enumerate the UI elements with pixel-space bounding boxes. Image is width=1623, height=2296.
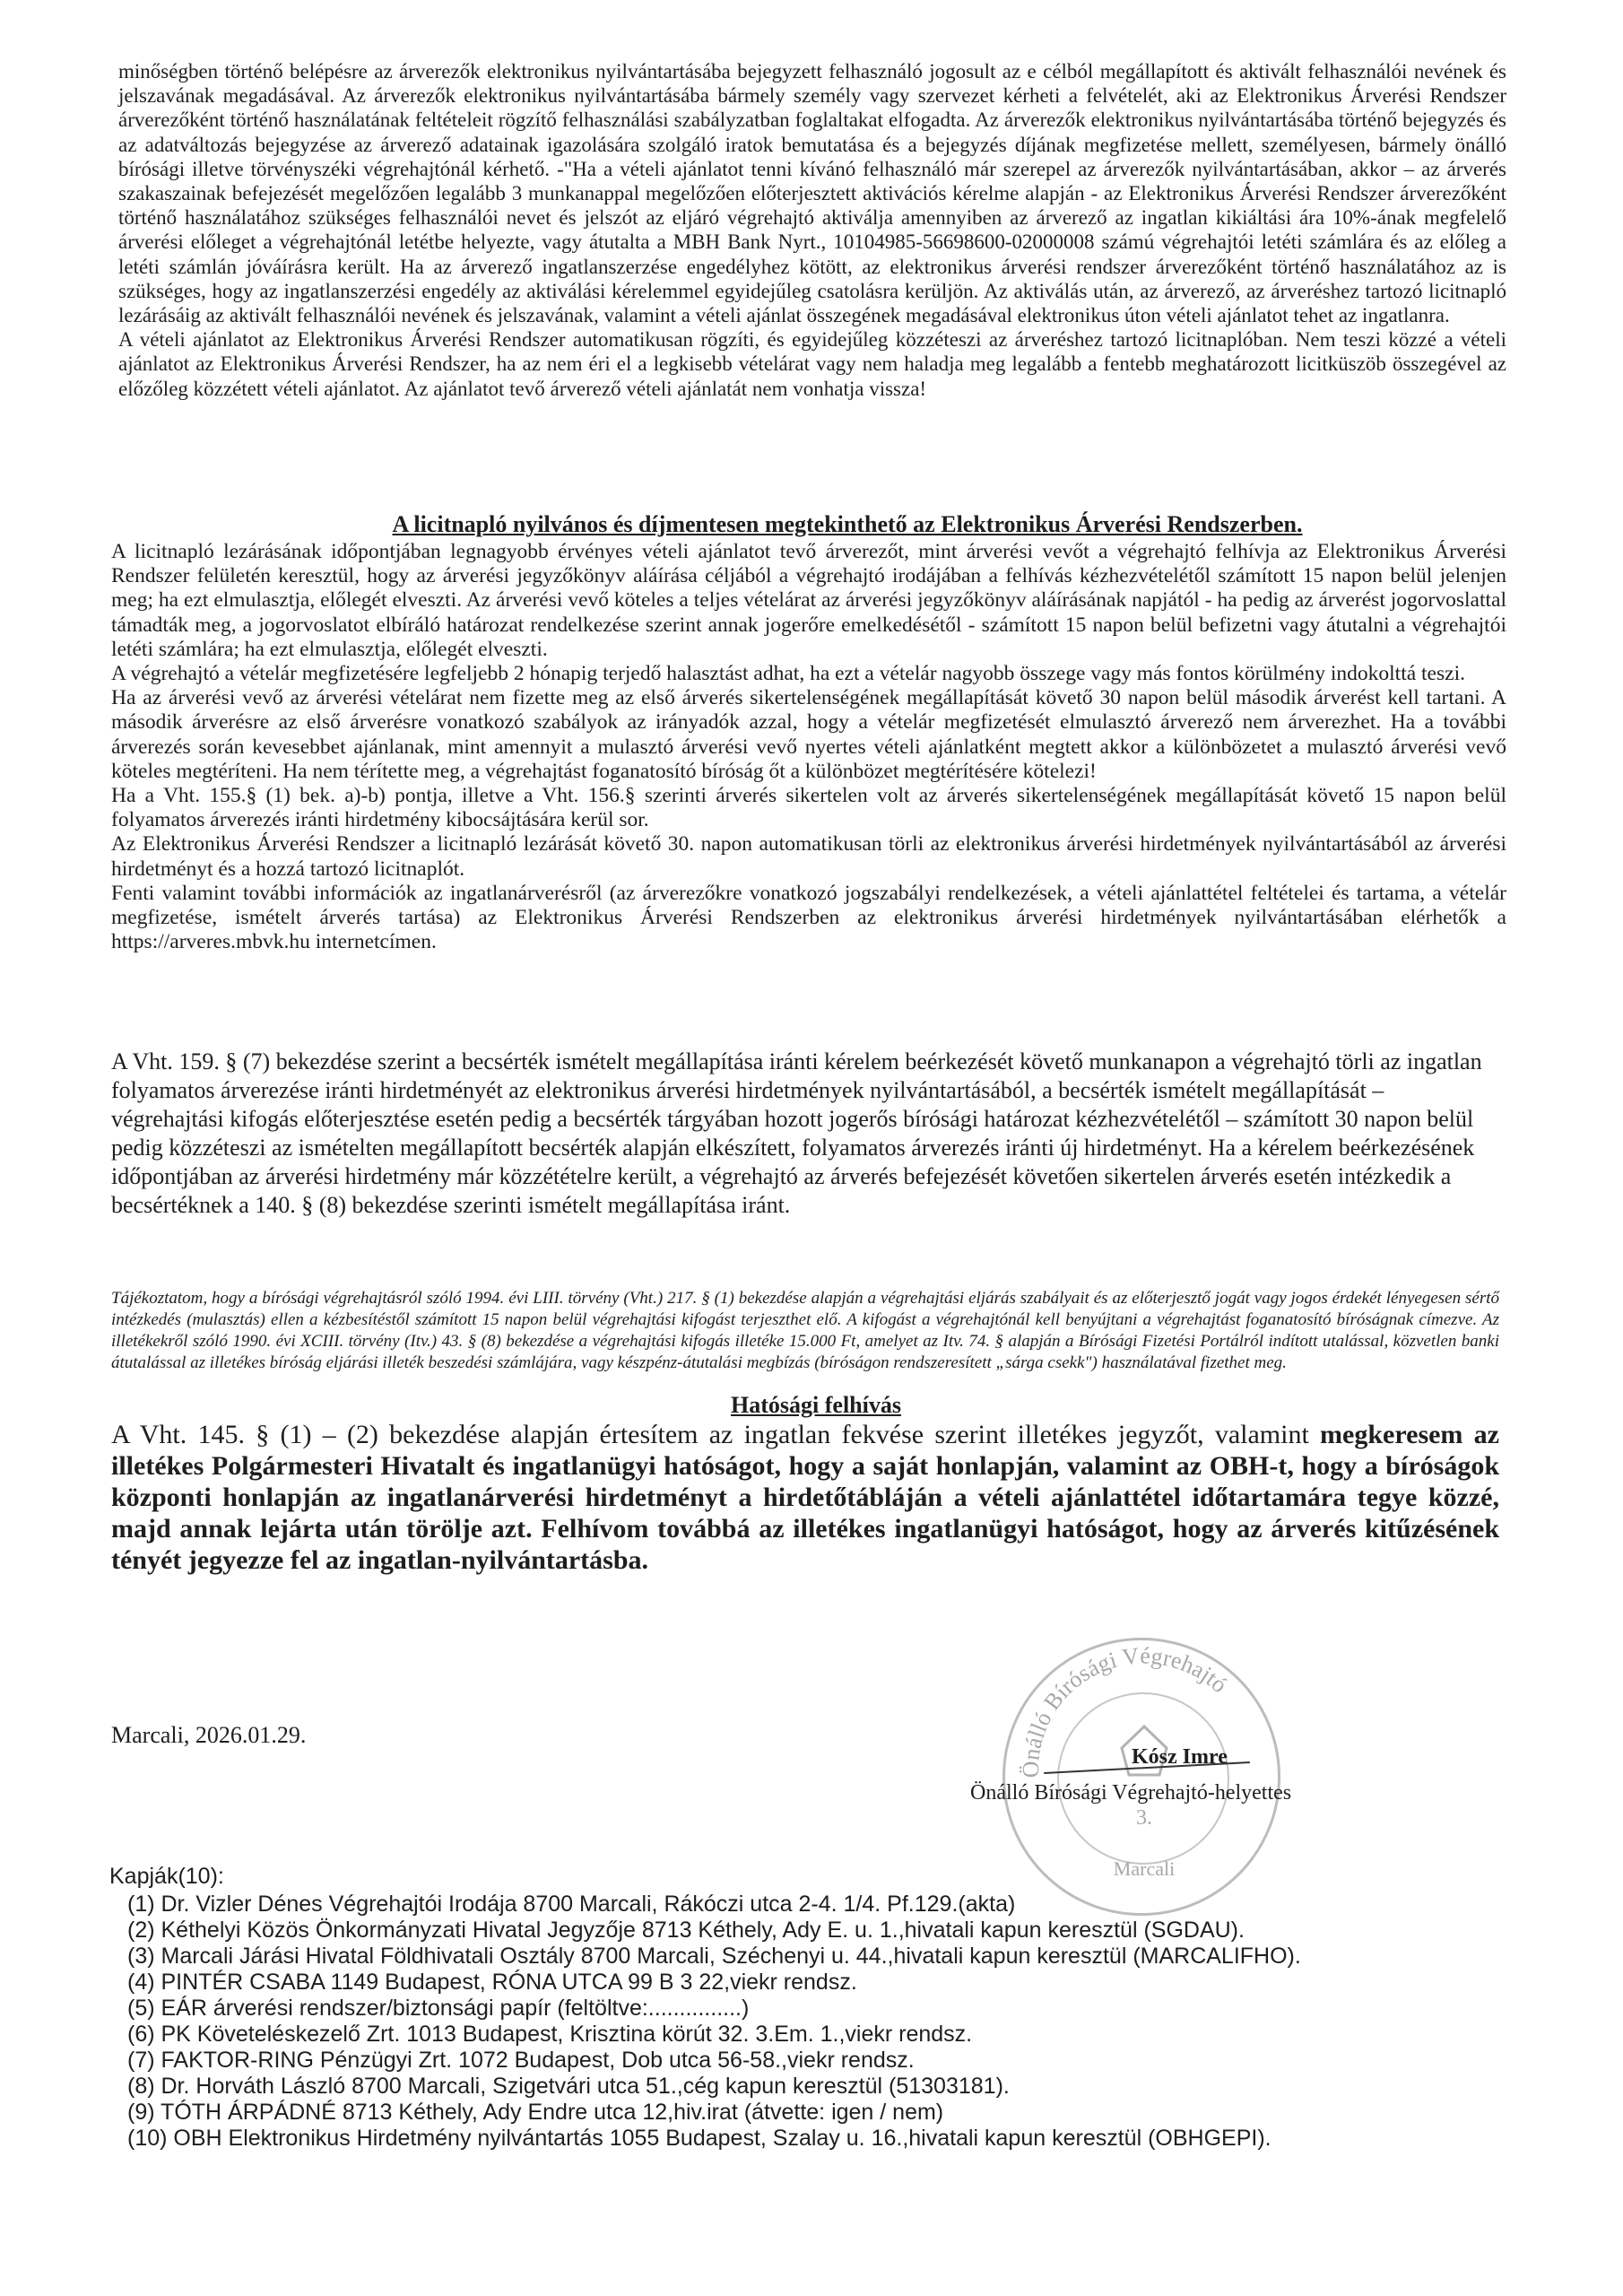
legal-remedy-notice: Tájékoztatom, hogy a bírósági végrehajtásról szóló 1994. évi LIII. törvény (Vht.) 217. § (1) bekezdése alapján a végrehajtási eljárás szabályait és az előterjesztő jogát vagy jogos érdekét lényegesen sértő intézkedés (mulasztás) ellen a kézbesítéstől számított 15 napon belül végrehajtási kifogást terjeszthet elő. A kifogást a végrehajtónál kell benyújtani a végrehajtást foganatosító bíróságnak címezve. Az illetékekről szóló 1990. évi XCIII. törvény (Itv.) 43. § (8) bekezdése a végrehajtási kifogás illetéke 15.000 Ft, amelyet az Itv. 74. § alapján a Bírósági Fizetési Portálról indított utalással, közvetlen banki átutalással az illetékes bíróság eljárási illeték beszedési számlájára, vagy készpénz-átutalási megbízás (bíróságon rendszeresített „sárga csekk") használatával fizethet meg. [111,1289,1499,1372]
recipient-item: (10) OBH Elektronikus Hirdetmény nyilvántartás 1055 Budapest, Szalay u. 16.,hivatali kapun keresztül (OBHGEPI). [127,2126,1271,2151]
recipient-item: (1) Dr. Vizler Dénes Végrehajtói Irodája 8700 Marcali, Rákóczi utca 2-4. 1/4. Pf.129.(akta) [127,1892,1016,1917]
stamp-outer-text: Önálló Bírósági Végrehajtó [1017,1642,1233,1779]
recipients-title: Kapják(10): [109,1864,224,1889]
document-date: Marcali, 2026.01.29. [111,1722,307,1748]
recipient-item: (9) TÓTH ÁRPÁDNÉ 8713 Kéthely, Ady Endre utca 12,hiv.irat (átvette: igen / nem) [127,2100,944,2125]
stamp-city: Marcali [1113,1857,1176,1880]
bid-log-heading: A licitnapló nyilvános és díjmentesen megtekinthető az Elektronikus Árverési Rendszerben. [392,511,1303,537]
signatory-name: Kósz Imre [1132,1745,1228,1769]
recipient-item: (2) Kéthelyi Közös Önkormányzati Hivatal Jegyzője 8713 Kéthely, Ady E. u. 1.,hivatali kapun keresztül (SGDAU). [127,1918,1245,1943]
recipient-item: (3) Marcali Járási Hivatal Földhivatali Osztály 8700 Marcali, Széchenyi u. 44.,hivatali kapun keresztül (MARCALIFHO). [127,1944,1301,1969]
auction-rules-paragraph: minőségben történő belépésre az árverezők elektronikus nyilvántartásába bejegyzett felhasználó jogosult az e célból megállapított és aktivált felhasználói nevének és jelszavának megadásával. Az árverezők elektronikus nyilvántartásába bármely személy vagy szervezet kérheti a felvételét, aki az Elektronikus Árverési Rendszer árverezőként történő használatának feltételeit rögzítő felhasználási szabályzatban foglaltakat elfogadta. Az árverezők elektronikus nyilvántartásába történő bejegyzés és az adatváltozás bejegyzése az árverező adatainak igazolására szolgáló iratok bemutatása és a bejegyzés díjának megfizetése mellett, személyesen, bármely önálló bírósági illetve törvényszéki végrehajtónál kérhető. -"Ha a vételi ajánlatot tenni kívánó felhasználó már szerepel az árverezők nyilvántartásában, akkor – az árverés szakaszainak befejezését megelőzően legalább 3 munkanappal megelőzően előterjesztett aktivációs kérelme alapján - az Elektronikus Árverési Rendszer árverezőként történő használatához szükséges felhasználói nevet és jelszót az eljáró végrehajtó aktiválja amennyiben az árverező az ingatlan kikiáltási ára 10%-ának megfelelő árverési előleget a végrehajtónál letétbe helyezte, vagy átutalta a MBH Bank Nyrt., 10104985-56698600-02000008 számú végrehajtói letéti számlára és az előleg a letéti számlán jóváírásra került. Ha az árverező ingatlanszerzése engedélyhez kötött, az elektronikus árverési rendszer árverezőként történő használatához az is szükséges, hogy az ingatlanszerzési engedély az aktiválási kérelemmel egyidejűleg csatolásra kerüljön. Az aktiválás után, az árverező, az árveréshez tartozó licitnapló lezárásáig az aktivált felhasználói nevének és jelszavának, valamint a vételi ajánlat összegének megadásával elektronikus úton vételi ajánlatot tehet az ingatlanra. A vételi ajánlatot az Elektronikus Árverési Rendszer automatikusan rögzíti, és egyidejűleg közzéteszi az árveréshez tartozó licitnaplóban. Nem teszi közzé a vételi ajánlatot az Elektronikus Árverési Rendszer, ha az nem éri el a legkisebb vételárat vagy nem haladja meg legalább a fentebb meghatározott licitküszöb összegével az előzőleg közzétett vételi ajánlatot. Az ajánlatot tevő árverező vételi ajánlatát nem vonhatja vissza! [118,60,1506,400]
stamp-number: 3. [1136,1806,1152,1830]
valuation-paragraph: A Vht. 159. § (7) bekezdése szerint a becsérték ismételt megállapítása iránti kérelem beérkezését követő munkanapon a végrehajtó törli az ingatlan folyamatos árverezése iránti hirdetményét az elektronikus árverési hirdetmények nyilvántartásából, a becsérték ismételt megállapítását – végrehajtási kifogás előterjesztése esetén pedig a becsérték tárgyában hozott jogerős bírósági határozat kézhezvételétől – számított 30 napon belül pedig közzéteszi az ismételten megállapított becsérték alapján elkészített, folyamatos árverezés iránti új hirdetményt. Ha a kérelem beérkezésének időpontjában az árverési hirdetmény már közzétételre került, a végrehajtó az árverés befejezését követően sikertelen árverés esetén intézkedik a becsértéknek a 140. § (8) bekezdése szerinti ismételt megállapítása iránt. [111,1048,1482,1218]
signatory-title: Önálló Bírósági Végrehajtó-helyettes [970,1781,1292,1805]
recipient-item: (7) FAKTOR-RING Pénzügyi Zrt. 1072 Budapest, Dob utca 56-58.,viekr rendsz. [127,2048,915,2073]
authority-call-intro: A Vht. 145. § (1) – (2) bekezdése alapján értesítem az ingatlan fekvése szerint illetékes jegyzőt, valamint [111,1420,1309,1449]
recipient-item: (5) EÁR árverési rendszer/biztonsági papír (feltöltve:...............) [127,1996,750,2021]
authority-call-heading: Hatósági felhívás [731,1392,901,1418]
recipients-list [109,1864,1544,2152]
recipient-item: (8) Dr. Horváth László 8700 Marcali, Szigetvári utca 51.,cég kapun keresztül (51303181). [127,2074,1010,2099]
recipient-item: (4) PINTÉR CSABA 1149 Budapest, RÓNA UTCA 99 B 3 22,viekr rendsz. [127,1970,857,1995]
recipient-item: (6) PK Követeléskezelő Zrt. 1013 Budapest, Krisztina körút 32. 3.Em. 1.,viekr rendsz. [127,2022,973,2047]
authority-call-request: megkeresem az illetékes Polgármesteri Hivatalt és ingatlanügyi hatóságot, hogy a saját honlapján, valamint az OBH-t, hogy a bíróságok központi honlapján az ingatlanárverési hirdetményt a hirdetőtábláján a vételi ajánlattétel időtartamára tegye közzé, majd annak lejárta után törölje azt. Felhívom továbbá az illetékes ingatlanügyi hatóságot, hogy az árverés kitűzésének tényét jegyezze fel az ingatlan-nyilvántartásba. [111,1420,1499,1575]
authority-call-paragraph [111,1419,1499,1576]
buyer-obligations-paragraph: A licitnapló lezárásának időpontjában legnagyobb érvényes vételi ajánlatot tevő árverezőt, mint árverési vevőt a végrehajtó felhívja az Elektronikus Árverési Rendszer felületén keresztül, hogy az árverési jegyzőkönyv aláírása céljából a végrehajtó irodájában a felhívás kézhezvételétől számított 15 napon belül jelenjen meg; ha ezt elmulasztja, előlegét elveszti. Az árverési vevő köteles a teljes vételárat az árverési jegyzőkönyv aláírásának napjától - ha pedig az árverést jogorvoslattal támadták meg, a jogorvoslatot elbíráló határozat rendelkezése szerint annak jogerőre emelkedésétől - számított 15 napon belül befizetni vagy átutalni a végrehajtói letéti számlára; ha ezt elmulasztja, előlegét elveszti. A végrehajtó a vételár megfizetésére legfeljebb 2 hónapig terjedő halasztást adhat, ha ezt a vételár nagyobb összege vagy más fontos körülmény indokolttá teszi. Ha az árverési vevő az árverési vételárat nem fizette meg az első árverés sikertelenségének megállapítását követő 30 napon belül második árverést kell tartani. A második árverésre az első árverésre vonatkozó szabályok az irányadók azzal, hogy a vételár megfizetését elmulasztó árverező nem árverezhet. Ha a további árverezés során kevesebbet ajánlanak, mint amennyit a mulasztó árverési vevő nyertes vételi ajánlatként megtett akkor a különbözetet a mulasztó árverési vevő köteles megtéríteni. Ha nem térítette meg, a végrehajtást foganatosító bíróság őt a különbözet megtérítésére kötelezi! Ha a Vht. 155.§ (1) bek. a)-b) pontja, illetve a Vht. 156.§ szerinti árverés sikertelen volt az árverés sikertelenségének megállapítását követő 15 napon belül folyamatos árverezés iránti hirdetmény kibocsájtására kerül sor. Az Elektronikus Árverési Rendszer a licitnapló lezárását követő 30. napon automatikusan törli az elektronikus árverési hirdetmények nyilvántartásából az árverési hirdetményt és a hozzá tartozó licitnaplót. Fenti valamint további információk az ingatlanárverésről (az árverezőkre vonatkozó jogszabályi rendelkezések, a vételi ajánlattétel feltételei és tartama, a vételár megfizetése, ismételt árverés tartása) az Elektronikus Árverési Rendszerben az elektronikus árverési hirdetmények nyilvántartásában elérhetők a https://arveres.mbvk.hu internetcímen. [111,540,1506,954]
